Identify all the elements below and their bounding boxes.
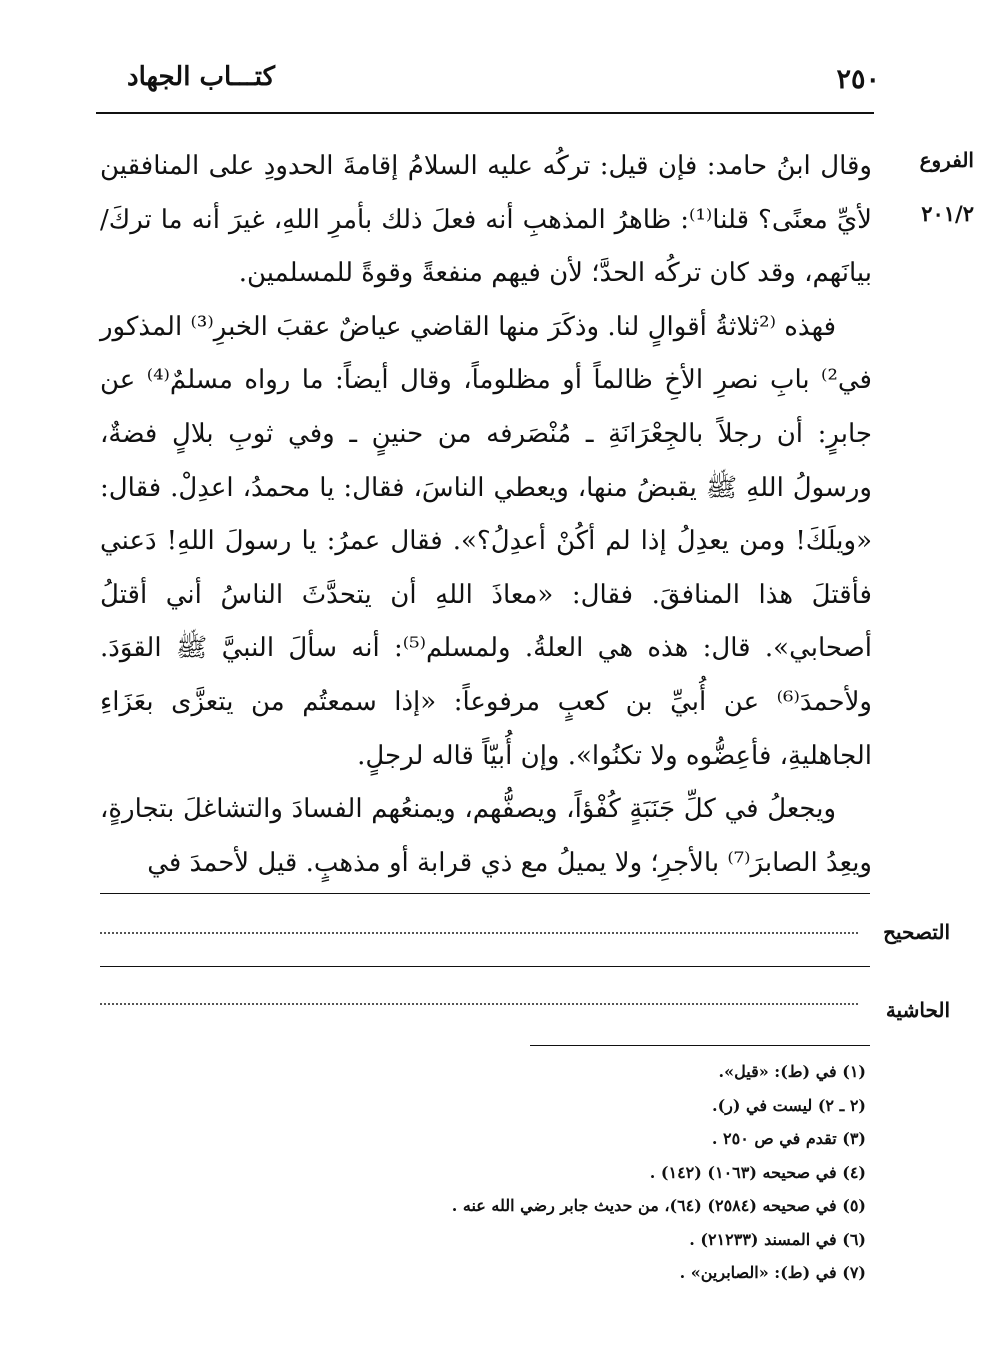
paragraph-2: فهذه ⁽²ثلاثةُ أقوالٍ لنا. وذكَرَ منها القاضي عياضٌ عقبَ الخبرِ⁽³⁾ المذكور في²⁾ بابِ نصرِ الأخِ ظالماً أو مظلوماً، وقال أيضاً: ما رواه مسلمٌ⁽⁴⁾ عن جابرٍ: أن رجلاً بالجِعْرَانَةِ ـ مُنْصَرفه من حنينٍ ـ وفي ثوبِ بلالٍ فضةٌ، ورسولُ اللهِ ﷺ يقبضُ منها، ويعطي الناسَ، فقال: يا محمدُ، اعدِلْ. فقال: «ويلَكَ! ومن يعدِلُ إذا لم أكُنْ أعدِلُ؟». فقال عمرُ: يا رسولَ اللهِ! دَعني فأقتلَ هذا المنافقَ. فقال: «معاذَ اللهِ أن يتحدَّثَ الناسُ أني أقتلُ أصحابي». قال: هذه هي العلةُ. ولمسلم⁽⁵⁾: أنه سألَ النبيَّ ﷺ القوَدَ. ولأحمدَ⁽⁶⁾ عن أُبيِّ بن كعبٍ مرفوعاً: «إذا سمعتُم من يتعزَّى بعَزَاءِ الجاهليةِ، فأعِضُّوه ولا تكنُوا». وإن أُبيّاً قاله لرجلٍ.	[100, 311, 872, 771]
footnote-rule	[530, 1045, 870, 1046]
paragraph-1: وقال ابنُ حامد: فإن قيل: تركُه عليه السلامُ إقامةَ الحدودِ على المنافقين لأيِّ معنًى؟ قلنا⁽¹⁾: ظاهرُ المذهبِ أنه فعلَ ذلك بأمرِ اللهِ، غيرَ أنه ما تركَ/ بيانَهم، وقد كان تركُه الحدَّ؛ لأن فيهم منفعةً وقوةً للمسلمين.	[100, 151, 873, 289]
footnote-3: (٣) تقدم في ص ٢٥٠ .	[711, 1129, 866, 1148]
annotation-dotted-line	[100, 1003, 858, 1005]
separator-rule	[100, 966, 870, 967]
margin-section-label: الفروع	[919, 148, 974, 172]
page-number: ٢٥٠	[836, 64, 880, 95]
correction-label: التصحيح	[883, 920, 950, 944]
running-header-title: كتـــاب الجهاد	[127, 62, 275, 92]
footnote-7: (٧) في (ط): «الصابرين» .	[679, 1263, 866, 1282]
footnote-5: (٥) في صحيحه (٢٥٨٤) (٦٤)، من حديث جابر رضي الله عنه .	[451, 1196, 866, 1215]
footnote-4: (٤) في صحيحه (١٠٦٣) (١٤٢) .	[649, 1162, 866, 1182]
text-end-rule	[100, 893, 870, 894]
main-text	[100, 140, 872, 890]
annotation-label: الحاشية	[885, 998, 950, 1022]
paragraph-3: ويجعلُ في كلِّ جَنَبَةٍ كُفْؤاً، ويصفُّهم، ويمنعُهم الفسادَ والتشاغلَ بتجارةٍ، ويعِدُ الصابرَ⁽⁷⁾ بالأجرِ؛ ولا يميلُ مع ذي قرابة أو مذهبٍ. قيل لأحمدَ في	[100, 794, 872, 878]
margin-volume-page-ref: ٢٠١/٢	[921, 201, 974, 226]
header-rule	[96, 112, 874, 114]
correction-dotted-line	[100, 932, 858, 934]
footnotes	[300, 1055, 866, 1290]
footnote-2: (٢ ـ ٢) ليست في (ر).	[712, 1095, 866, 1115]
footnote-1: (١) في (ط): «قيل».	[718, 1062, 866, 1081]
footnote-6: (٦) في المسند (٢١٢٣٣) .	[689, 1229, 866, 1249]
